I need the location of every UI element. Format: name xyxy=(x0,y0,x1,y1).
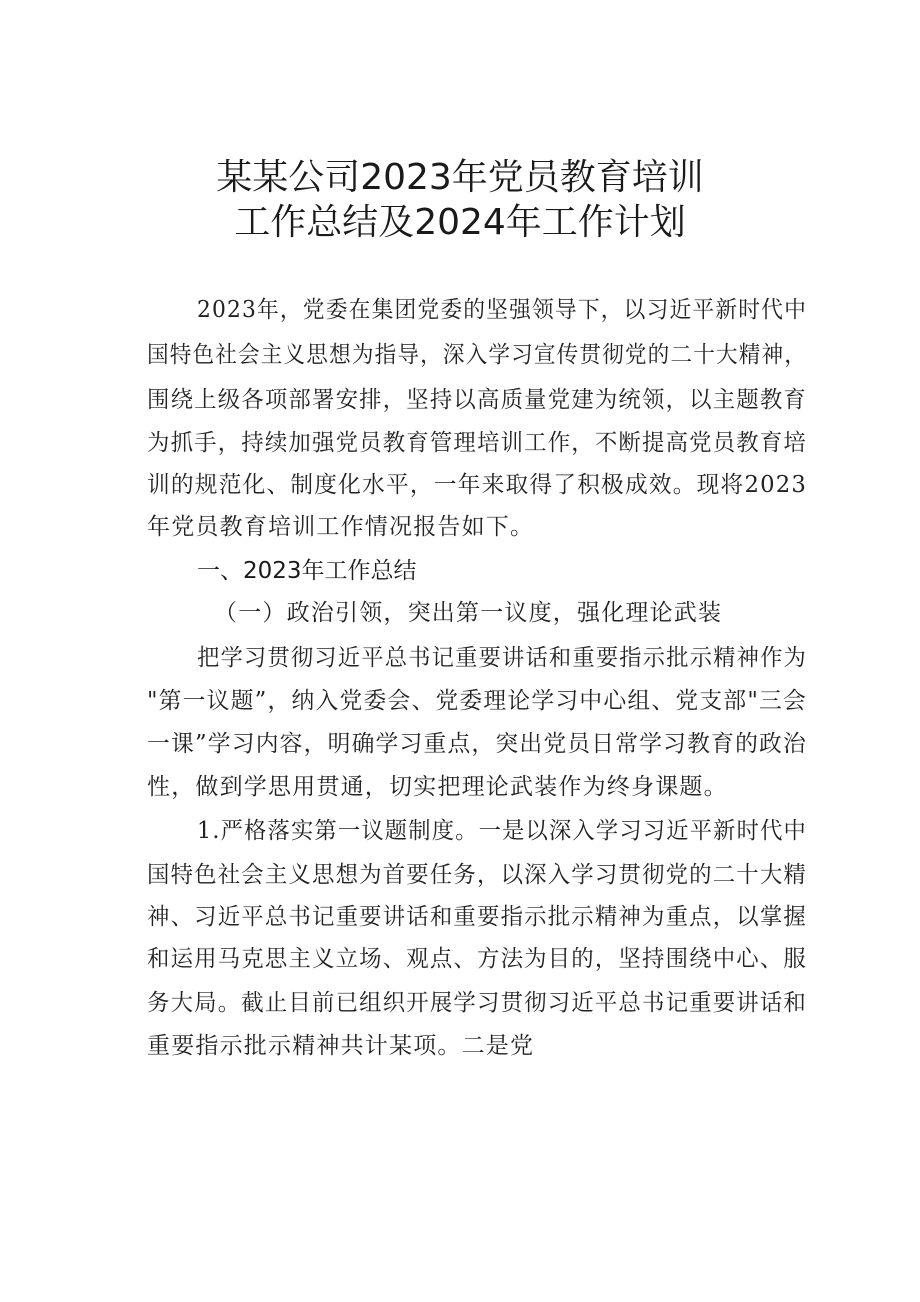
paragraph-line: 把学习贯彻习近平总书记重要讲话和重要指示批示精神作为 xyxy=(197,645,807,671)
paragraph-line: 一课”学习内容，明确学习重点，突出党员日常学习教育的政治 xyxy=(147,731,807,757)
paragraph-line: 1.严格落实第一议题制度。一是以深入学习习近平新时代中 xyxy=(197,818,807,844)
paragraph-line: 务大局。截止目前已组织开展学习贯彻习近平总书记重要讲话和 xyxy=(147,990,807,1016)
intro-line: 为抓手，持续加强党员教育管理培训工作，不断提高党员教育培 xyxy=(147,430,807,456)
subsection-heading: （一）政治引领，突出第一议度，强化理论武装 xyxy=(214,600,723,626)
paragraph-line: "第一议题”，纳入党委会、党委理论学习中心组、党支部"三会 xyxy=(147,688,807,714)
intro-line: 年党员教育培训工作情况报告如下。 xyxy=(147,514,535,540)
paragraph-line: 国特色社会主义思想为首要任务，以深入学习贯彻党的二十大精 xyxy=(147,862,807,888)
paragraph-line: 和运用马克思主义立场、观点、方法为目的，坚持围绕中心、服 xyxy=(147,946,807,972)
document-title-line-2: 工作总结及2024年工作计划 xyxy=(234,202,686,243)
paragraph-line: 重要指示批示精神共计某项。二是党 xyxy=(147,1033,535,1059)
intro-line: 围绕上级各项部署安排，坚持以高质量党建为统领，以主题教育 xyxy=(147,387,807,413)
paragraph-line: 性，做到学思用贯通，切实把理论武装作为终身课题。 xyxy=(147,774,728,800)
section-heading: 一、2023年工作总结 xyxy=(197,558,417,584)
intro-line: 国特色社会主义思想为指导，深入学习宣传贯彻党的二十大精神， xyxy=(147,342,807,368)
intro-line: 训的规范化、制度化水平，一年来取得了积极成效。现将2023 xyxy=(147,472,807,498)
paragraph-line: 神、习近平总书记重要讲话和重要指示批示精神为重点，以掌握 xyxy=(147,904,807,930)
document-title-line-1: 某某公司2023年党员教育培训 xyxy=(216,157,704,198)
intro-line: 2023年，党委在集团党委的坚强领导下，以习近平新时代中 xyxy=(197,297,807,323)
